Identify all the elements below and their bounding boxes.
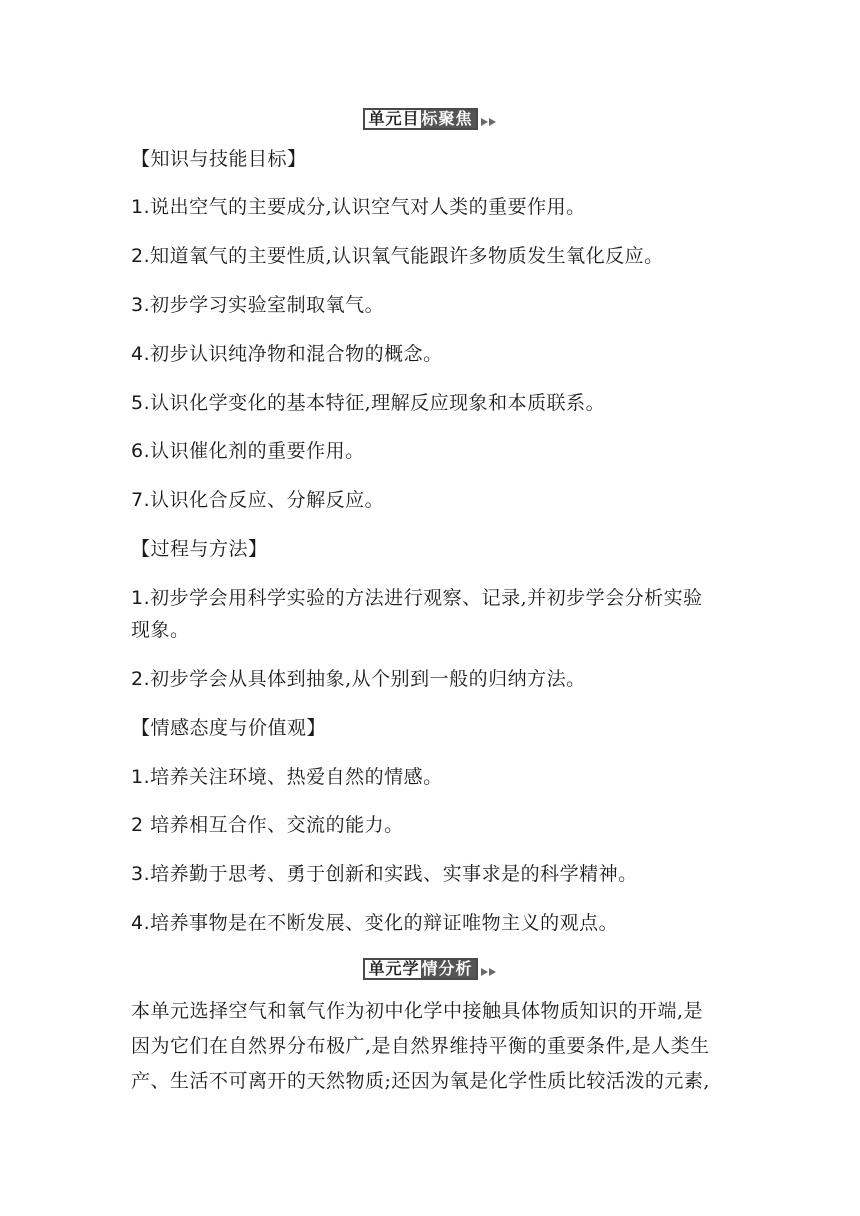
item-text: 知道氧气的主要性质,认识氧气能跟许多物质发生氧化反应。 — [150, 245, 664, 267]
analysis-line: 本单元选择空气和氧气作为初中化学中接触具体物质知识的开端,是 — [131, 1000, 704, 1022]
item-number: 2. — [131, 245, 151, 267]
item-number: 4. — [131, 912, 151, 934]
item-text: 认识化学变化的基本特征,理解反应现象和本质联系。 — [150, 392, 606, 414]
item-number: 2 — [131, 814, 151, 836]
item-number: 1. — [131, 587, 151, 609]
list-item — [131, 243, 731, 269]
section-banner-unit-goals — [0, 108, 860, 130]
analysis-line: 产、生活不可离开的天然物质;还因为氧是化学性质比较活泼的元素, — [131, 1070, 710, 1092]
item-text: 培养勤于思考、勇于创新和实践、实事求是的科学精神。 — [150, 863, 638, 885]
list-item — [131, 666, 731, 692]
list-item — [131, 910, 731, 936]
item-text: 培养关注环境、热爱自然的情感。 — [150, 766, 443, 788]
list-item — [131, 390, 731, 416]
banner-label-dark: 情分析 — [421, 960, 476, 978]
item-text: 认识催化剂的重要作用。 — [150, 440, 365, 462]
banner-label-box — [363, 108, 477, 130]
heading-knowledge-skills: 【知识与技能目标】 — [131, 148, 307, 170]
list-item — [131, 341, 731, 367]
item-text: 初步学会用科学实验的方法进行观察、记录,并初步学会分析实验 — [150, 587, 703, 609]
banner-label-dark: 标聚焦 — [421, 110, 476, 128]
analysis-line: 因为它们在自然界分布极广,是自然界维持平衡的重要条件,是人类生 — [131, 1035, 710, 1057]
heading-process-methods: 【过程与方法】 — [131, 538, 268, 560]
item-number: 3. — [131, 863, 151, 885]
item-number: 7. — [131, 489, 151, 511]
item-number: 2. — [131, 668, 151, 690]
banner-label-box — [363, 958, 477, 980]
item-text: 说出空气的主要成分,认识空气对人类的重要作用。 — [150, 196, 586, 218]
item-number: 5. — [131, 392, 151, 414]
heading-emotion-values: 【情感态度与价值观】 — [131, 717, 327, 739]
item-text: 初步认识纯净物和混合物的概念。 — [150, 343, 443, 365]
item-text: 初步学习实验室制取氧气。 — [150, 294, 385, 316]
item-text: 培养相互合作、交流的能力。 — [150, 814, 404, 836]
list-item — [131, 764, 731, 790]
banner-label-light: 单元目 — [365, 110, 420, 128]
section-banner-learning-analysis — [0, 958, 860, 980]
double-arrow-icon — [481, 968, 497, 976]
item-number: 4. — [131, 343, 151, 365]
list-item — [131, 812, 731, 838]
double-arrow-icon — [481, 118, 497, 126]
list-item — [131, 292, 731, 318]
item-text: 初步学会从具体到抽象,从个别到一般的归纳方法。 — [150, 668, 586, 690]
item-number: 6. — [131, 440, 151, 462]
item-text: 认识化合反应、分解反应。 — [150, 489, 385, 511]
item-number: 1. — [131, 196, 151, 218]
banner-label-light: 单元学 — [365, 960, 420, 978]
item-number: 1. — [131, 766, 151, 788]
list-item — [131, 585, 731, 611]
list-item — [131, 194, 731, 220]
list-item — [131, 861, 731, 887]
item-number: 3. — [131, 294, 151, 316]
list-item-continuation: 现象。 — [131, 619, 190, 641]
item-text: 培养事物是在不断发展、变化的辩证唯物主义的观点。 — [150, 912, 619, 934]
list-item — [131, 438, 731, 464]
list-item — [131, 487, 731, 513]
